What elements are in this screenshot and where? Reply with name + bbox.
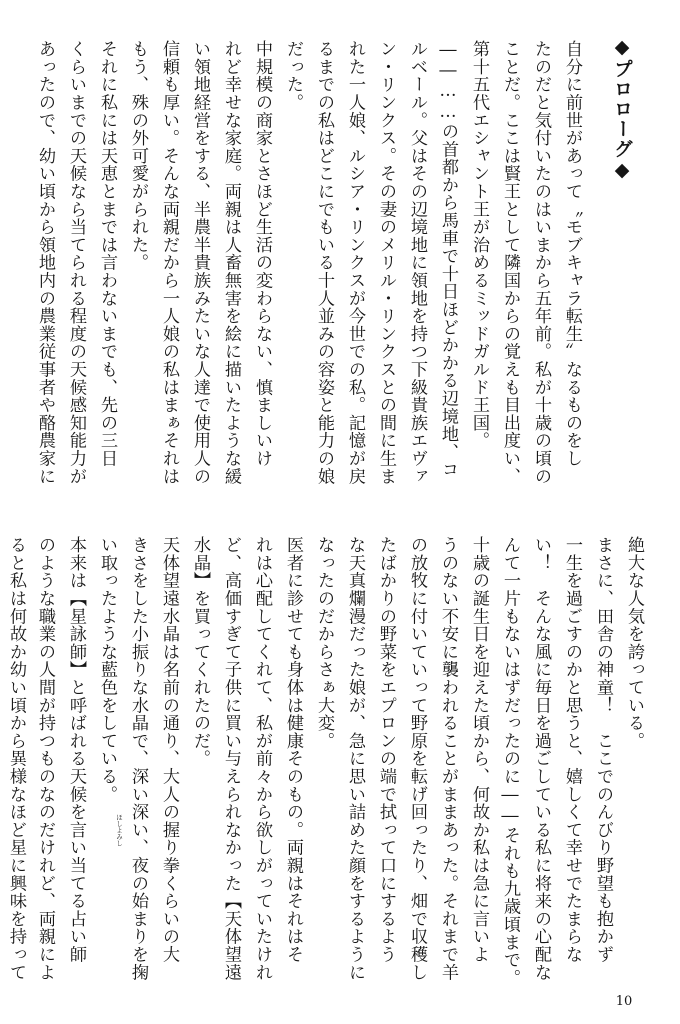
text-column: い領地経営をする、半農半貴族みたいな人達で使用人の (190, 40, 210, 485)
text-column: 天体望遠水晶は名前の通り、大人の握り拳くらいの大 (159, 536, 179, 964)
text-column: 水晶】を買ってくれたのだ。 (190, 536, 210, 768)
page-number: 10 (615, 994, 633, 1009)
text-column: い！ そんな風に毎日を過ごしている私に将来の心配な (531, 536, 551, 981)
text-column: 本来は【星詠師】と呼ばれる天候を言い当てる占い師 (66, 536, 86, 964)
text-column: まさに、田舎の神童！ ここでのんびり野望も抱かず (593, 536, 613, 964)
text-column: 医者に診せても身体は健康そのもの。両親はそれはそ (283, 536, 303, 964)
text-column: もう、殊の外可愛がられた。 (128, 40, 148, 272)
text-column: の放牧に付いていって野原を転げ回ったり、畑で収穫し (407, 536, 427, 981)
chapter-heading: ◆プロローグ◆ (611, 36, 633, 182)
text-column: 自分に前世があって〝モブキャラ転生〟なるものをし (562, 40, 582, 468)
text-column: 一生を過ごすのかと思うと、嬉しくて幸せでたまらな (562, 536, 582, 964)
text-column: ルベール。父はその辺境地に領地を持つ下級貴族エヴァ (407, 40, 427, 485)
text-column: それに私には天恵とまでは言わないまでも、先の三日 (97, 40, 117, 468)
text-column: だった。 (283, 40, 303, 112)
text-column: たばかりの野菜をエプロンの端で拭って口にするよう (376, 536, 396, 964)
text-column: 信頼も厚い。そんな両親だから一人娘の私はまぁそれは (159, 40, 179, 485)
text-column: れど幸せな家庭。両親は人畜無害を絵に描いたような緩 (221, 40, 241, 485)
text-column: あったので、幼い頃から領地内の農業従事者や酪農家に (35, 40, 55, 485)
text-column: 中規模の商家とさほど生活の変わらない、慎ましいけ (252, 40, 272, 468)
text-column: くらいまでの天候なら当てられる程度の天候感知能力が (66, 40, 86, 485)
text-column: ン・リンクス。その妻のメリル・リンクスとの間に生ま (376, 40, 396, 485)
text-column: い取ったような藍色をしている。 (97, 536, 117, 803)
text-column: れは心配してくれて、私が前々から欲しがっていたけれ (252, 536, 272, 981)
text-column: な天真爛漫だった娘が、急に思い詰めた顔をするように (345, 536, 365, 981)
ruby-annotation: ほしよみし (115, 814, 123, 847)
text-column: なったのだからさぁ大変。 (314, 536, 334, 750)
text-column: んて一片もないはずだったのに――それも九歳頃まで。 (500, 536, 520, 987)
text-column: 第十五代エシャント王が治めるミッドガルド王国。 (469, 40, 489, 450)
text-column: たのだと気付いたのはいまから五年前。私が十歳の頃の (531, 40, 551, 485)
text-column: ことだ。ここは賢王として隣国からの覚えも目出度い、 (500, 40, 520, 485)
text-column: のような職業の人間が持つものなのだけれど、両親によ (35, 536, 55, 981)
text-column: きさをした小振りな水晶で、深い深い、夜の始まりを掬 (128, 536, 148, 981)
text-column: れた一人娘、ルシア・リンクスが今世での私。記憶が戻 (345, 40, 365, 485)
text-column: ど、高価すぎて子供に買い与えられなかった【天体望遠 (221, 536, 241, 981)
text-column: 十歳の誕生日を迎えた頃から、何故か私は急に言いよ (469, 536, 489, 964)
text-column: ると私は何故か幼い頃から異様なほど星に興味を持って (6, 536, 26, 981)
text-column: うのない不安に襲われることがままあった。それまで羊 (438, 536, 458, 981)
text-column: ――……の首都から馬車で十日ほどかかる辺境地、コ (438, 40, 458, 479)
text-column: 絶大な人気を誇っている。 (624, 536, 644, 750)
text-column: るまでの私はどこにでもいる十人並みの容姿と能力の娘 (314, 40, 334, 485)
